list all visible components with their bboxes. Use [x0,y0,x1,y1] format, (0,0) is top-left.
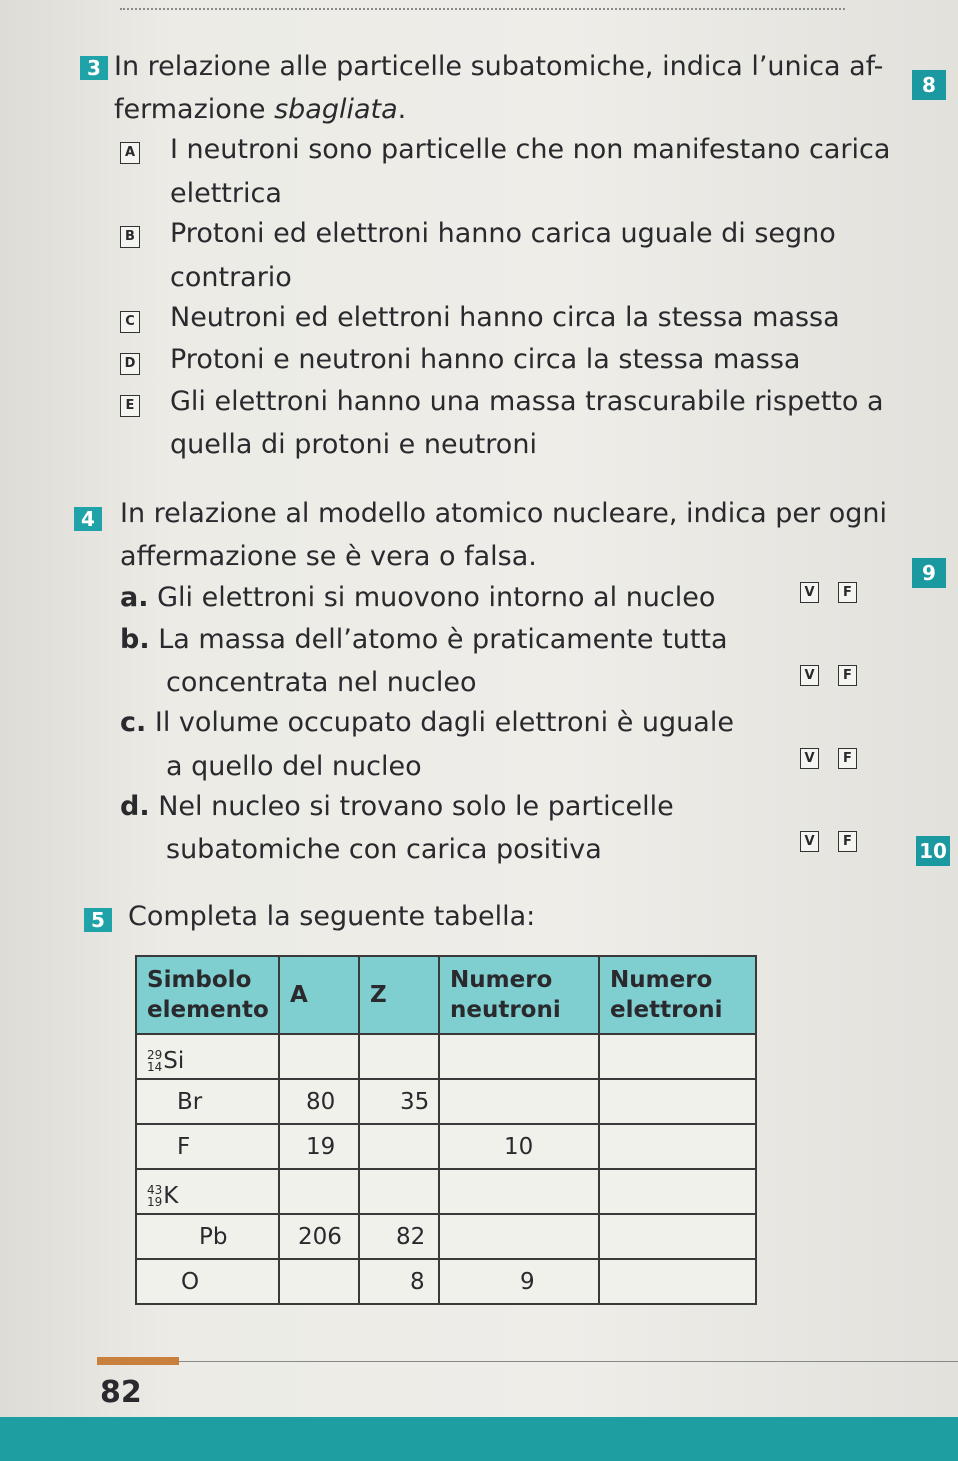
cell-symbol: O [136,1259,279,1304]
option-c-box[interactable]: C [120,311,140,333]
cell-z[interactable] [359,1124,439,1169]
question-3-prompt-line1: In relazione alle particelle subatomiche, indica l’unica af- [114,51,884,82]
question-4-number: 4 [74,507,102,531]
statement-a-line1: a. Gli elettroni si muovono intorno al nucleo [120,582,716,613]
option-e-box[interactable]: E [120,395,140,417]
footer-rule [179,1361,958,1362]
top-dotted-rule [120,8,845,10]
option-b-text-line2: contrario [170,262,292,293]
option-e-text-line2: quella di protoni e neutroni [170,429,537,460]
cell-a[interactable] [279,1169,359,1214]
option-d-text-line1: Protoni e neutroni hanno circa la stessa massa [170,344,801,375]
cell-electrons[interactable] [599,1259,756,1304]
question-3-score-badge: 8 [912,70,946,100]
footer-accent-bar [97,1357,179,1365]
cell-neutrons[interactable]: 9 [439,1259,599,1304]
statement-c-line1: c. Il volume occupato dagli elettroni è uguale [120,707,734,738]
cell-z[interactable]: 35 [359,1079,439,1124]
cell-electrons[interactable] [599,1079,756,1124]
statement-a-false-box[interactable]: F [838,582,857,603]
statement-d-true-box[interactable]: V [800,831,819,852]
cell-neutrons[interactable] [439,1034,599,1079]
header-neutrons: Numero neutroni [439,956,599,1034]
statement-d-false-box[interactable]: F [838,831,857,852]
cell-z[interactable] [359,1169,439,1214]
statement-b-false-box[interactable]: F [838,665,857,686]
cell-z[interactable]: 82 [359,1214,439,1259]
header-electrons: Numero elettroni [599,956,756,1034]
statement-c-false-box[interactable]: F [838,748,857,769]
statement-b-line1: b. La massa dell’atomo è praticamente tutta [120,624,728,655]
cell-a[interactable]: 19 [279,1124,359,1169]
question-3-prompt-line2: fermazione sbagliata. [114,94,407,125]
cell-z[interactable]: 8 [359,1259,439,1304]
option-b-box[interactable]: B [120,226,140,248]
statement-b-true-box[interactable]: V [800,665,819,686]
cell-a[interactable] [279,1259,359,1304]
question-3-number: 3 [80,56,108,80]
statement-a-true-box[interactable]: V [800,582,819,603]
cell-a[interactable]: 206 [279,1214,359,1259]
table-row [136,1169,756,1214]
cell-z[interactable] [359,1034,439,1079]
statement-b-line2: concentrata nel nucleo [166,667,477,698]
option-b-text-line1: Protoni ed elettroni hanno carica uguale di segno [170,218,836,249]
question-4-score-badge-top: 9 [912,558,946,588]
cell-symbol: 43 19 K [136,1169,279,1214]
table-row [136,1124,756,1169]
option-a-text-line2: elettrica [170,178,282,209]
statement-c-line2: a quello del nucleo [166,751,422,782]
cell-neutrons[interactable]: 10 [439,1124,599,1169]
table-row [136,1079,756,1124]
header-symbol: Simbolo elemento [136,956,279,1034]
page-number: 82 [100,1375,142,1410]
header-z: Z [359,956,439,1034]
cell-electrons[interactable] [599,1124,756,1169]
cell-a[interactable] [279,1034,359,1079]
isotope-table [135,955,757,1305]
table-header-row [136,956,756,1034]
cell-neutrons[interactable] [439,1079,599,1124]
question-5-prompt: Completa la seguente tabella: [128,901,536,932]
option-d-box[interactable]: D [120,353,140,375]
cell-neutrons[interactable] [439,1169,599,1214]
cell-electrons[interactable] [599,1034,756,1079]
cell-a[interactable]: 80 [279,1079,359,1124]
option-a-text-line1: I neutroni sono particelle che non manifestano carica [170,134,891,165]
table-row [136,1259,756,1304]
question-4-prompt-line1: In relazione al modello atomico nucleare, indica per ogni [120,498,887,529]
question-4-prompt-line2: affermazione se è vera o falsa. [120,541,537,572]
statement-d-line2: subatomiche con carica positiva [166,834,602,865]
header-a: A [279,956,359,1034]
bottom-color-band [0,1417,958,1461]
statement-c-true-box[interactable]: V [800,748,819,769]
question-5-number: 5 [84,908,112,932]
cell-symbol: F [136,1124,279,1169]
statement-d-line1: d. Nel nucleo si trovano solo le particelle [120,791,674,822]
question-4-score-badge-bottom: 10 [916,836,950,866]
cell-neutrons[interactable] [439,1214,599,1259]
table-row [136,1214,756,1259]
cell-electrons[interactable] [599,1169,756,1214]
cell-electrons[interactable] [599,1214,756,1259]
cell-symbol: Pb [136,1214,279,1259]
option-c-text-line1: Neutroni ed elettroni hanno circa la stessa massa [170,302,840,333]
cell-symbol: Br [136,1079,279,1124]
option-a-box[interactable]: A [120,142,140,164]
table-row [136,1034,756,1079]
option-e-text-line1: Gli elettroni hanno una massa trascurabile rispetto a [170,386,884,417]
cell-symbol: 29 14 Si [136,1034,279,1079]
